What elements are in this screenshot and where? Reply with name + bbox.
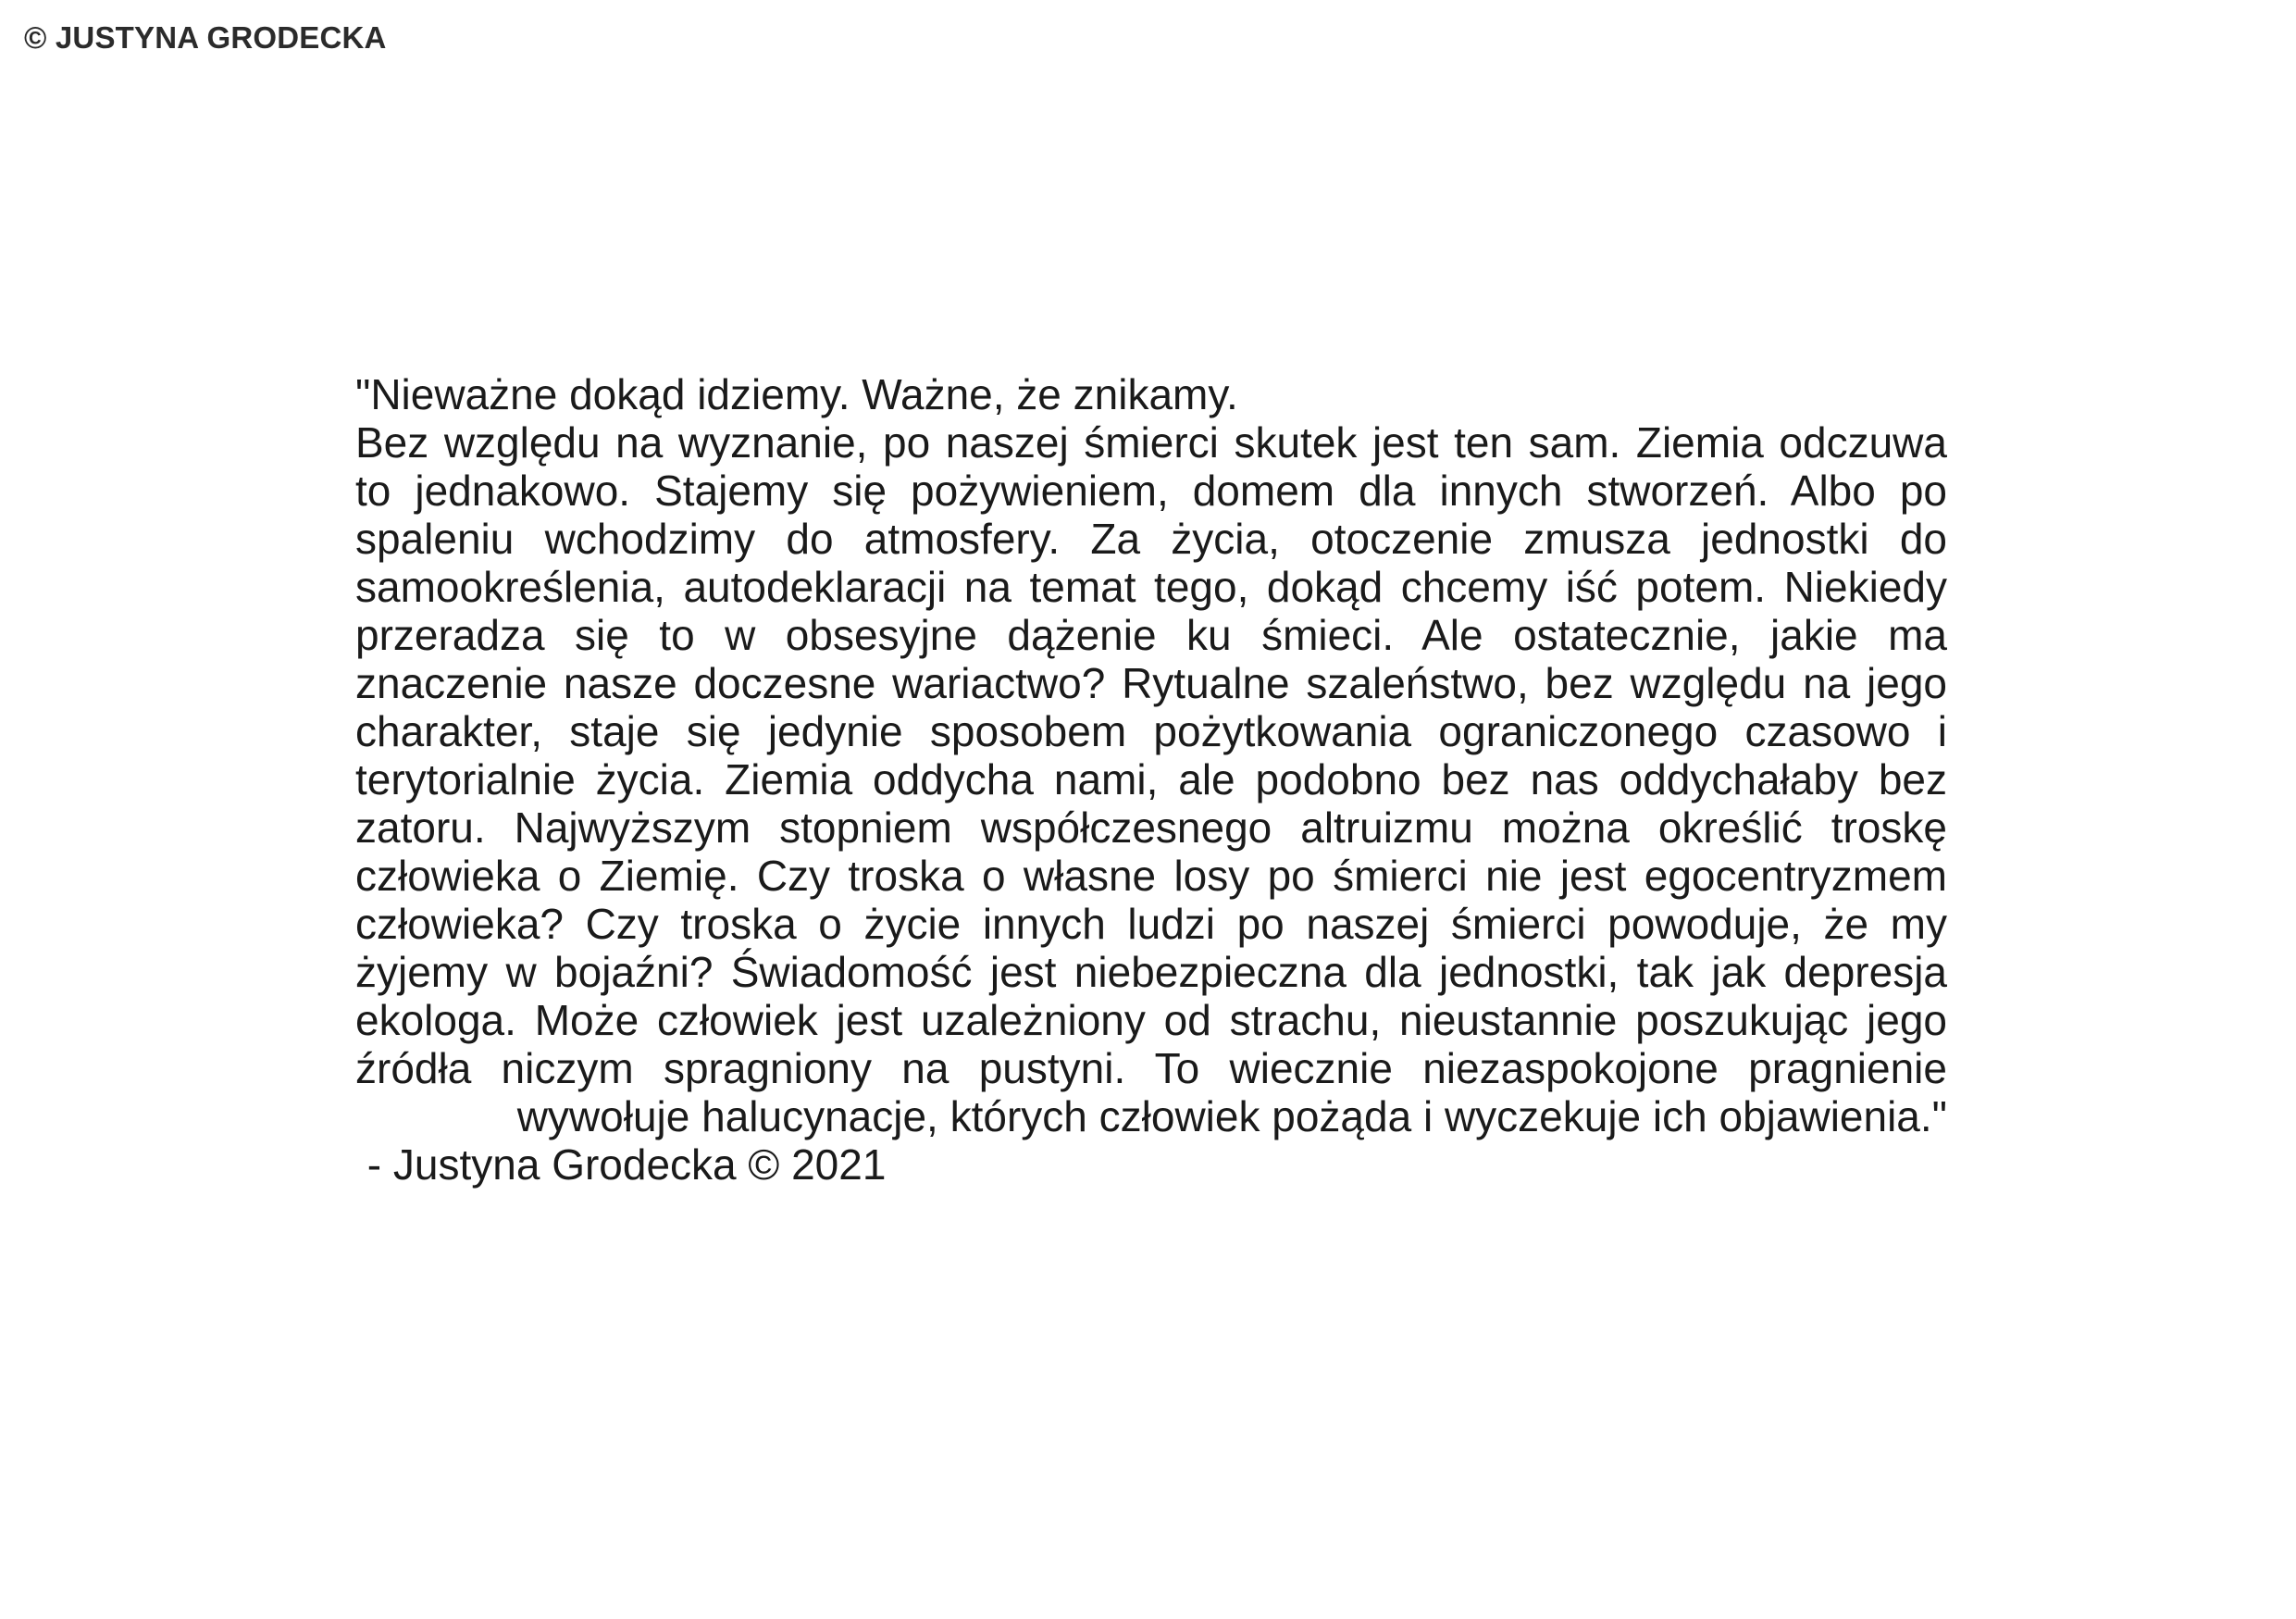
- quote-attribution: - Justyna Grodecka © 2021: [355, 1140, 887, 1189]
- quote-block: [355, 370, 1947, 1189]
- quote-body: Bez względu na wyznanie, po naszej śmierci skutek jest ten sam. Ziemia odczuwa to jednakowo. Stajemy się pożywieniem, domem dla innych stworzeń. Albo po spaleniu wchodzimy do atmosfery. Za życia, otoczenie zmusza jednostki do samookreślenia, autodeklaracji na temat tego, dokąd chcemy iść potem. Niekiedy przeradza się to w obsesyjne dążenie ku śmieci. Ale ostatecznie, jakie ma znaczenie nasze doczesne wariactwo? Rytualne szaleństwo, bez względu na jego charakter, staje się jedynie sposobem pożytkowania ograniczonego czasowo i terytorialnie życia. Ziemia oddycha nami, ale podobno bez nas oddychałaby bez zatoru. Najwyższym stopniem współczesnego altruizmu można określić troskę człowieka o Ziemię. Czy troska o własne losy po śmierci nie jest egocentryzmem człowieka? Czy troska o życie innych ludzi po naszej śmierci powoduje, że my żyjemy w bojaźni? Świadomość jest niebezpieczna dla jednostki, tak jak depresja ekologa. Może człowiek jest uzależniony od strachu, nieustannie poszukując jego źródła niczym spragniony na pustyni. To wiecznie niezaspokojone pragnienie wywołuje halucynacje, których człowiek pożąda i wyczekuje ich objawienia.": [355, 418, 1947, 1140]
- quote-first-line: "Nieważne dokąd idziemy. Ważne, że znikamy.: [355, 370, 1238, 418]
- site-header-copyright: © JUSTYNA GRODECKA: [24, 20, 387, 55]
